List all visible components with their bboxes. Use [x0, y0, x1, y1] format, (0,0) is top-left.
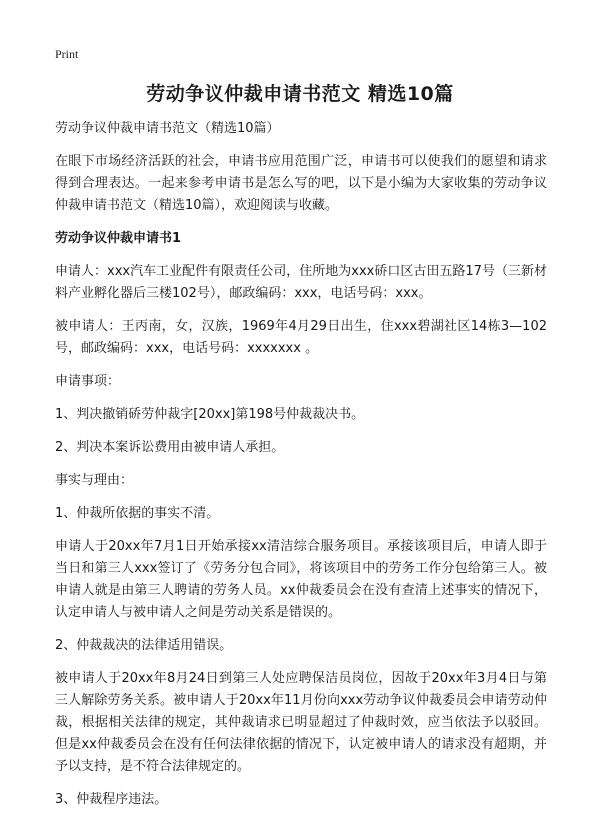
request-item: 2、判决本案诉讼费用由被申请人承担。 — [55, 440, 285, 455]
document-body — [55, 118, 547, 822]
page-title: 劳动争议仲裁申请书范文 精选10篇 — [146, 83, 454, 105]
respondent-paragraph: 被申请人：王丙南，女，汉族，1969年4月29日出生，住xxx碧湖社区14栋3—102号，邮政编码：xxx，电话号码：xxxxxxx 。 — [55, 319, 547, 356]
intro-paragraph: 在眼下市场经济活跃的社会，申请书应用范围广泛，申请书可以使我们的愿望和请求得到合理表达。一起来参考申请书是怎么写的吧，以下是小编为大家收集的劳动争议仲裁申请书范文（精选10篇），欢迎阅读与收藏。 — [55, 154, 547, 213]
document-subtitle: 劳动争议仲裁申请书范文（精选10篇） — [55, 121, 280, 136]
print-label: Print — [55, 47, 79, 61]
request-item: 1、判决撤销硚劳仲裁字[20xx]第198号仲裁裁决书。 — [55, 407, 365, 422]
facts-heading: 事实与理由： — [55, 473, 134, 488]
fact-paragraph: 申请人于20xx年7月1日开始承接xx清洁综合服务项目。承接该项目后，申请人即于当日和第三人xxx签订了《劳务分包合同》，将该项目中的劳务工作分包给第三人。被申请人就是由第三人聘请的劳务人员。xx仲裁委员会在没有查清上述事实的情况下，认定申请人与被申请人之间是劳动关系是错误的。 — [55, 539, 547, 620]
section-heading: 劳动争议仲裁申请书1 — [55, 231, 182, 246]
fact-heading: 2、仲裁裁决的法律适用错误。 — [55, 638, 233, 653]
applicant-paragraph: 申请人：xxx汽车工业配件有限责任公司，住所地为xxx硚口区古田五路17号（三新材料产业孵化器后三楼102号），邮政编码：xxx，电话号码：xxx。 — [55, 264, 547, 301]
fact-paragraph: 被申请人于20xx年8月24日到第三人处应聘保洁员岗位，因故于20xx年3月4日与第三人解除劳务关系。被申请人于20xx年11月份向xxx劳动争议仲裁委员会申请劳动仲裁，根据相关法律的规定，其仲裁请求已明显超过了仲裁时效，应当依法予以驳回。但是xx仲裁委员会在没有任何法律依据的情况下，认定被申请人的请求没有超期，并予以支持，是不符合法律规定的。 — [55, 671, 547, 774]
fact-heading: 3、仲裁程序违法。 — [55, 792, 168, 807]
fact-heading: 1、仲裁所依据的事实不清。 — [55, 506, 220, 521]
requests-heading: 申请事项： — [55, 374, 121, 389]
